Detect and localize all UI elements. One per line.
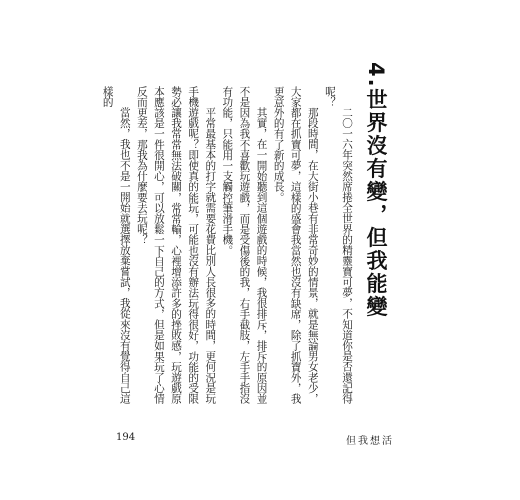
paragraph: 那段時間，在大街小巷有非常奇妙的情景，就是無論男女老少，大家都在抓寶可夢，這樣的盛會我當然也沒有缺席，除了抓寶外，我更意外的有了新的成長。	[272, 86, 319, 404]
paragraph: 二〇一六年突然席捲全世界的精靈寶可夢，不知道你是否還記得呢？	[323, 86, 353, 404]
body-text	[101, 86, 355, 412]
paragraph: 平常最基本的打字就需要花費比別人長很多的時間，更何況是玩手機遊戲呢？即使真的能玩，可能也沒有辦法玩得很好，功能的受限勢必讓我常常無法破關，常常輸，心裡增添許多的挫敗感，玩遊戲原本應該是一件很開心，可以放鬆一下自己的方式，但是如果玩了心情反而更差，那我為什麼要去玩呢？	[135, 86, 217, 404]
paragraph: 當然，我也不是一開始就選擇放棄嘗試，我從來沒有覺得自己這樣的	[101, 86, 131, 404]
chapter-heading: 4.世界沒有變，但我能變	[364, 62, 388, 319]
page-number: 194	[116, 432, 136, 443]
paragraph: 其實，在一開始聽到這個遊戲的時候，我很排斥，排斥的原因並不是因為我不喜歡玩遊戲，而是受傷後的我，右手截肢，左手手指沒有功能，只能用一支觸控筆滑手機。	[221, 86, 268, 404]
running-title: 但我想活	[346, 436, 394, 447]
